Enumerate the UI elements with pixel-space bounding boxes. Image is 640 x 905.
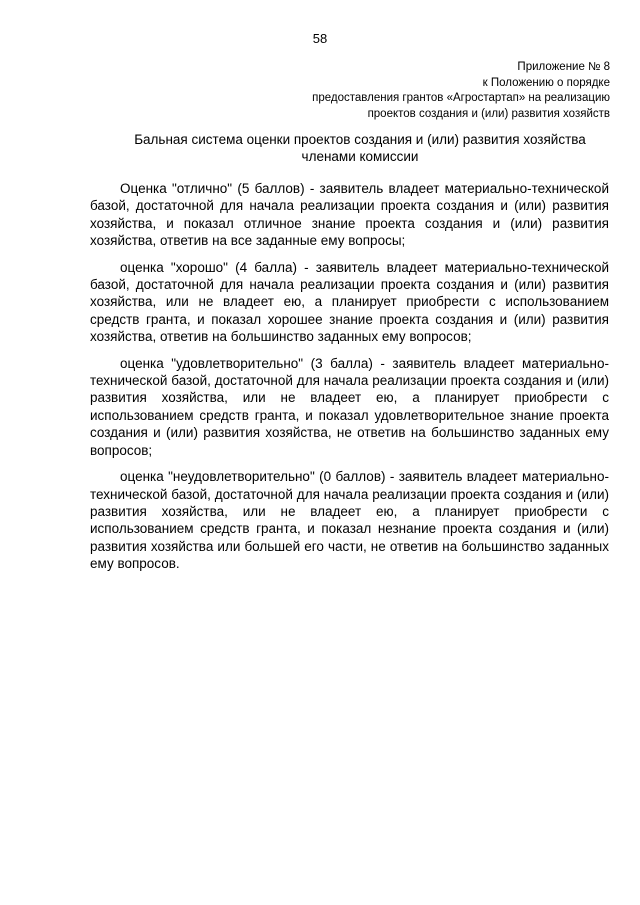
appendix-line: Приложение № 8 xyxy=(517,61,610,73)
appendix-line: предоставления грантов «Агростартап» на реализацию xyxy=(312,92,610,104)
appendix-line: к Положению о порядке xyxy=(482,76,610,89)
page-number: 58 xyxy=(312,31,328,46)
appendix-line: проектов создания и (или) развития хозяйств xyxy=(367,107,610,120)
paragraph-excellent: Оценка "отлично" (5 баллов) - заявитель владеет материально-технической базой, достаточной для начала реализации проекта создания и (или) развития хозяйства, и показал отличное знание проекта создания и (или) развития хозяйства, ответив на все заданные ему вопросы; xyxy=(90,181,609,249)
paragraph-good: оценка "хорошо" (4 балла) - заявитель владеет материально-технической базой, достаточной для начала реализации проекта создания и (или) развития хозяйства, или не владеет ею, а планирует приобрести с использованием средств гранта, и показал хорошее знание проекта создания и (или) развития хозяйства, ответив на большинство заданных ему вопросов; xyxy=(90,259,609,345)
document-body xyxy=(90,180,609,582)
document-title-line: Бальная система оценки проектов создания и (или) развития хозяйства xyxy=(134,132,586,147)
paragraph-unsatisfactory: оценка "неудовлетворительно" (0 баллов) - заявитель владеет материально-технической базой, достаточной для начала реализации проекта создания и (или) развития хозяйства, или не владеет ею, а планирует приобрести с использованием средств гранта, и показал незнание проекта создания и (или) развития хозяйства или большей его части, не ответив на большинство заданных ему вопросов. xyxy=(90,469,609,572)
document-title xyxy=(90,131,630,165)
document-title-line: членами комиссии xyxy=(301,149,419,164)
appendix-header xyxy=(312,60,610,122)
paragraph-satisfactory: оценка "удовлетворительно" (3 балла) - заявитель владеет материально-технической базой, достаточной для начала реализации проекта создания и (или) развития хозяйства, или не владеет ею, а планирует приобрести с использованием средств гранта, и показал удовлетворительное знание проекта создания и (или) развития хозяйства, не ответив на большинство заданных ему вопросов; xyxy=(90,355,609,458)
